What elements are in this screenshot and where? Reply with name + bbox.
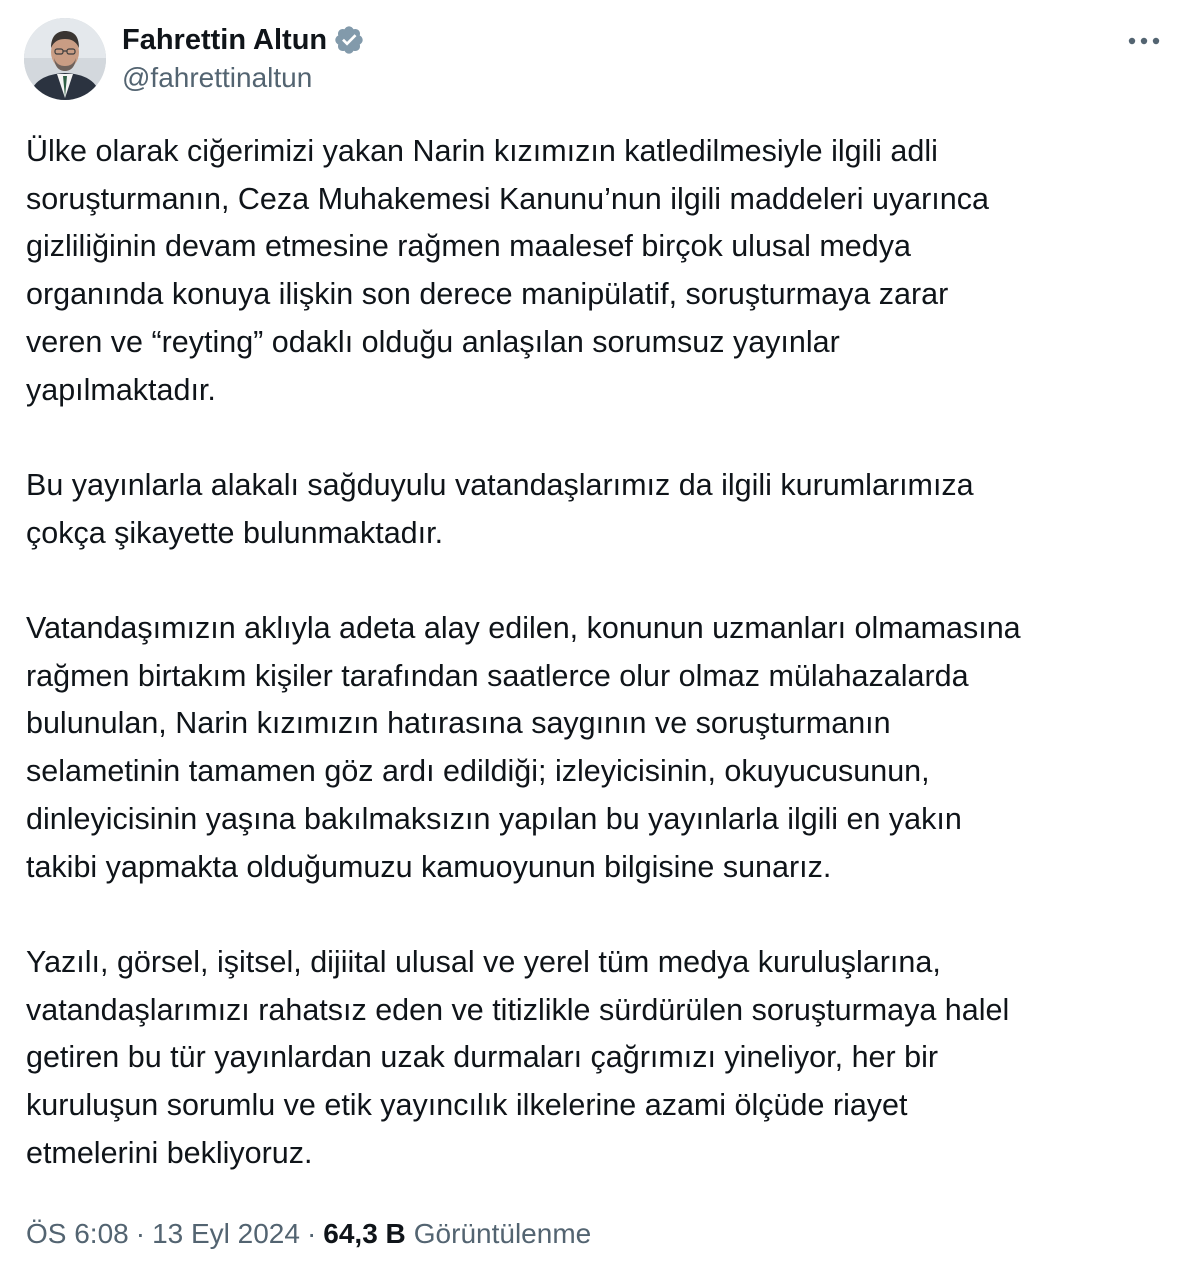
tweet-paragraph-2: Bu yayınlarla alakalı sağduyulu vatandaşlarımız da ilgili kurumlarımıza çokça şikayette bulunmaktadır. <box>26 467 974 550</box>
display-name[interactable]: Fahrettin Altun <box>122 23 328 56</box>
tweet-paragraph-1: Ülke olarak ciğerimizi yakan Narin kızımızın katledilmesiyle ilgili adli soruşturmanın, Ceza Muhakemesi Kanunu’nun ilgili maddeleri uyarınca gizliliğinin devam etmesine rağmen maalesef birçok ulusal medya organında konuya ilişkin son derece manipülatif, soruşturmaya zarar veren ve “reyting” odaklı olduğu anlaşılan sorumsuz yayınlar yapılmaktadır. <box>26 134 989 407</box>
more-options-button[interactable] <box>1124 26 1164 56</box>
more-options-icon <box>1127 36 1161 46</box>
tweet-time[interactable]: ÖS 6:08 <box>26 1218 129 1249</box>
tweet-paragraph-3: Vatandaşımızın aklıyla adeta alay edilen, konunun uzmanları olmamasına rağmen birtakım kişiler tarafından saatlerce olur olmaz mülahazalarda bulunulan, Narin kızımızın hatırasına saygının ve soruşturmanın selametinin tamamen göz ardı edildiği; izleyicisinin, okuyucusunun, dinleyicisinin yaşına bakılmaksızın yapılan bu yayınlarla ilgili en yakın takibi yapmakta olduğumuzu kamuoyunun bilgisine sunarız. <box>26 611 1021 884</box>
meta-separator: · <box>135 1218 146 1249</box>
tweet-header <box>24 18 1166 102</box>
tweet-meta <box>26 1212 591 1256</box>
meta-separator: · <box>306 1218 317 1249</box>
tweet-text <box>26 128 1166 1177</box>
tweet-paragraph-4: Yazılı, görsel, işitsel, dijiital ulusal ve yerel tüm medya kuruluşlarına, vatandaşlarımızı rahatsız eden ve titizlikle sürdürülen soruşturmaya halel getiren bu tür yayınlardan uzak durmaları çağrımızı yineliyor, her bir kuruluşun sorumlu ve etik yayıncılık ilkelerine azami ölçüde riayet etmelerini bekliyoruz. <box>26 944 1010 1170</box>
verified-badge-icon[interactable] <box>333 24 365 56</box>
views-label: Görüntülenme <box>413 1218 592 1249</box>
tweet-date[interactable]: 13 Eyl 2024 <box>152 1218 300 1249</box>
user-handle[interactable]: @fahrettinaltun <box>122 62 313 93</box>
avatar-photo <box>24 18 106 100</box>
author-names <box>122 20 365 94</box>
views-count[interactable]: 64,3 B <box>323 1218 406 1249</box>
display-name-row <box>122 20 365 60</box>
avatar[interactable] <box>24 18 106 100</box>
